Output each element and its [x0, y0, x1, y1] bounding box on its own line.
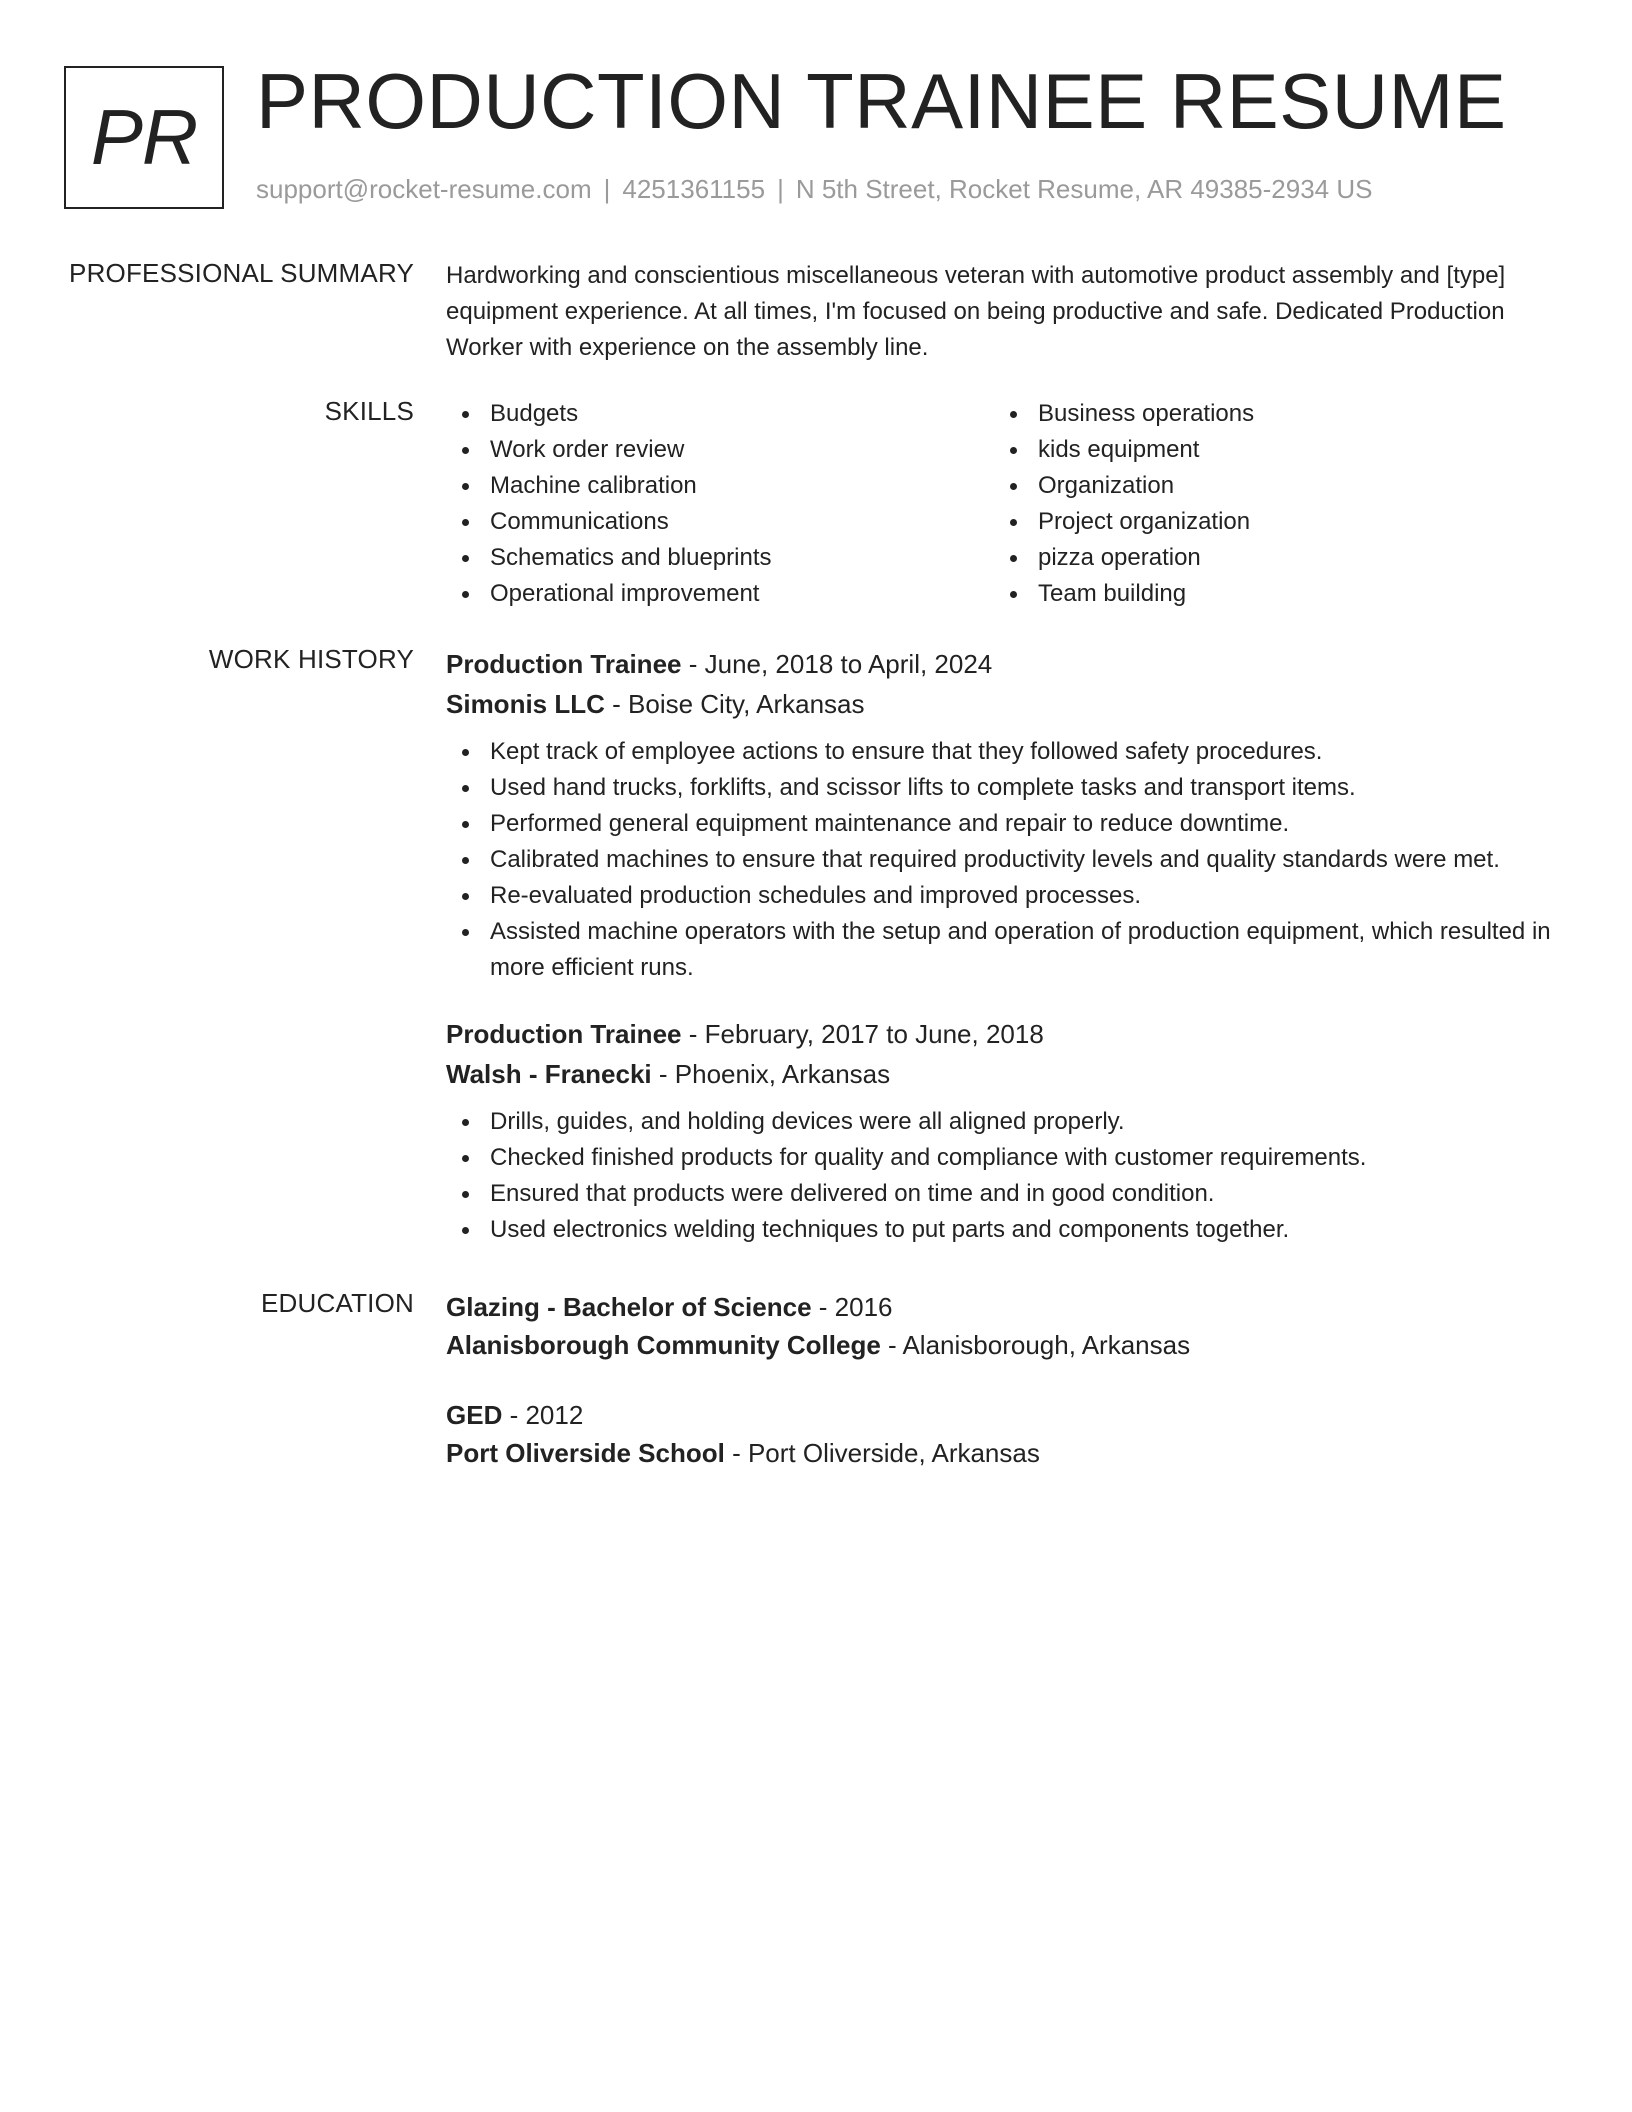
contact-separator: |	[777, 174, 784, 204]
job-company: Walsh - Franecki	[446, 1059, 652, 1089]
skill-item: kids equipment	[994, 432, 1542, 468]
contact-address: N 5th Street, Rocket Resume, AR 49385-2934 US	[795, 174, 1373, 204]
job-title-line	[446, 1014, 1576, 1054]
education-degree-line	[446, 1288, 1576, 1326]
summary-text: Hardworking and conscientious miscellaneous veteran with automotive product assembly and [type] equipment experience. At all times, I'm focused on being productive and safe. Dedicated Production Worker with experience on the assembly line.	[446, 262, 1506, 361]
job-entry	[446, 1014, 1576, 1248]
section-label: WORK HISTORY	[208, 644, 414, 674]
skill-item: Business operations	[994, 396, 1542, 432]
education-school: Alanisborough Community College	[446, 1330, 881, 1360]
education-year: - 2016	[811, 1292, 893, 1322]
education-body	[446, 1288, 1576, 1472]
job-bullet: Checked finished products for quality and compliance with customer requirements.	[446, 1140, 1576, 1176]
skill-item: pizza operation	[994, 540, 1542, 576]
education-degree: GED	[446, 1400, 503, 1430]
job-dates: - June, 2018 to April, 2024	[681, 649, 993, 679]
skill-item: Organization	[994, 468, 1542, 504]
education-location: - Port Oliverside, Arkansas	[724, 1438, 1040, 1468]
job-location: - Phoenix, Arkansas	[651, 1059, 891, 1089]
job-bullet: Ensured that products were delivered on time and in good condition.	[446, 1176, 1576, 1212]
job-title: Production Trainee	[446, 1019, 682, 1049]
skill-item: Budgets	[446, 396, 994, 432]
job-bullet: Re-evaluated production schedules and improved processes.	[446, 878, 1576, 914]
education-school-line	[446, 1326, 1576, 1364]
education-entry	[446, 1288, 1576, 1364]
skill-item: Project organization	[994, 504, 1542, 540]
contact-line	[256, 174, 1372, 205]
job-title-line	[446, 644, 1576, 684]
job-company-line	[446, 684, 1576, 724]
section-label: PROFESSIONAL SUMMARY	[69, 258, 414, 288]
education-entry	[446, 1396, 1576, 1472]
education-school-line	[446, 1434, 1576, 1472]
job-bullet: Assisted machine operators with the setup and operation of production equipment, which resulted in more efficient runs.	[446, 914, 1576, 986]
job-bullets	[446, 1104, 1576, 1248]
education-location: - Alanisborough, Arkansas	[880, 1330, 1191, 1360]
job-company-line	[446, 1054, 1576, 1094]
job-bullet: Kept track of employee actions to ensure that they followed safety procedures.	[446, 734, 1576, 770]
skills-list	[446, 396, 1576, 612]
job-location: - Boise City, Arkansas	[604, 689, 865, 719]
skills-column-left	[446, 396, 994, 612]
job-entry	[446, 644, 1576, 986]
contact-separator: |	[603, 174, 611, 204]
education-school: Port Oliverside School	[446, 1438, 725, 1468]
job-title: Production Trainee	[446, 649, 682, 679]
skill-item: Team building	[994, 576, 1542, 612]
skill-item: Work order review	[446, 432, 994, 468]
skill-item: Machine calibration	[446, 468, 994, 504]
education-year: - 2012	[502, 1400, 584, 1430]
job-dates: - February, 2017 to June, 2018	[681, 1019, 1044, 1049]
job-bullet: Drills, guides, and holding devices were all aligned properly.	[446, 1104, 1576, 1140]
job-company: Simonis LLC	[446, 689, 605, 719]
section-label: SKILLS	[324, 396, 414, 426]
resume-title: PRODUCTION TRAINEE RESUME	[256, 57, 1507, 145]
education-degree: Glazing - Bachelor of Science	[446, 1292, 812, 1322]
section-label: EDUCATION	[261, 1288, 414, 1318]
job-bullet: Used hand trucks, forklifts, and scissor lifts to complete tasks and transport items.	[446, 770, 1576, 806]
job-bullet: Performed general equipment maintenance and repair to reduce downtime.	[446, 806, 1576, 842]
contact-phone[interactable]: 4251361155	[622, 174, 766, 204]
skills-column-right	[994, 396, 1542, 612]
monogram-logo: PR	[64, 66, 224, 209]
job-bullets	[446, 734, 1576, 986]
skill-item: Schematics and blueprints	[446, 540, 994, 576]
skill-item: Communications	[446, 504, 994, 540]
job-bullet: Used electronics welding techniques to put parts and components together.	[446, 1212, 1576, 1248]
contact-email[interactable]: support@rocket-resume.com	[256, 174, 592, 204]
work-history-body	[446, 644, 1576, 1248]
education-degree-line	[446, 1396, 1576, 1434]
skill-item: Operational improvement	[446, 576, 994, 612]
job-bullet: Calibrated machines to ensure that required productivity levels and quality standards were met.	[446, 842, 1576, 878]
